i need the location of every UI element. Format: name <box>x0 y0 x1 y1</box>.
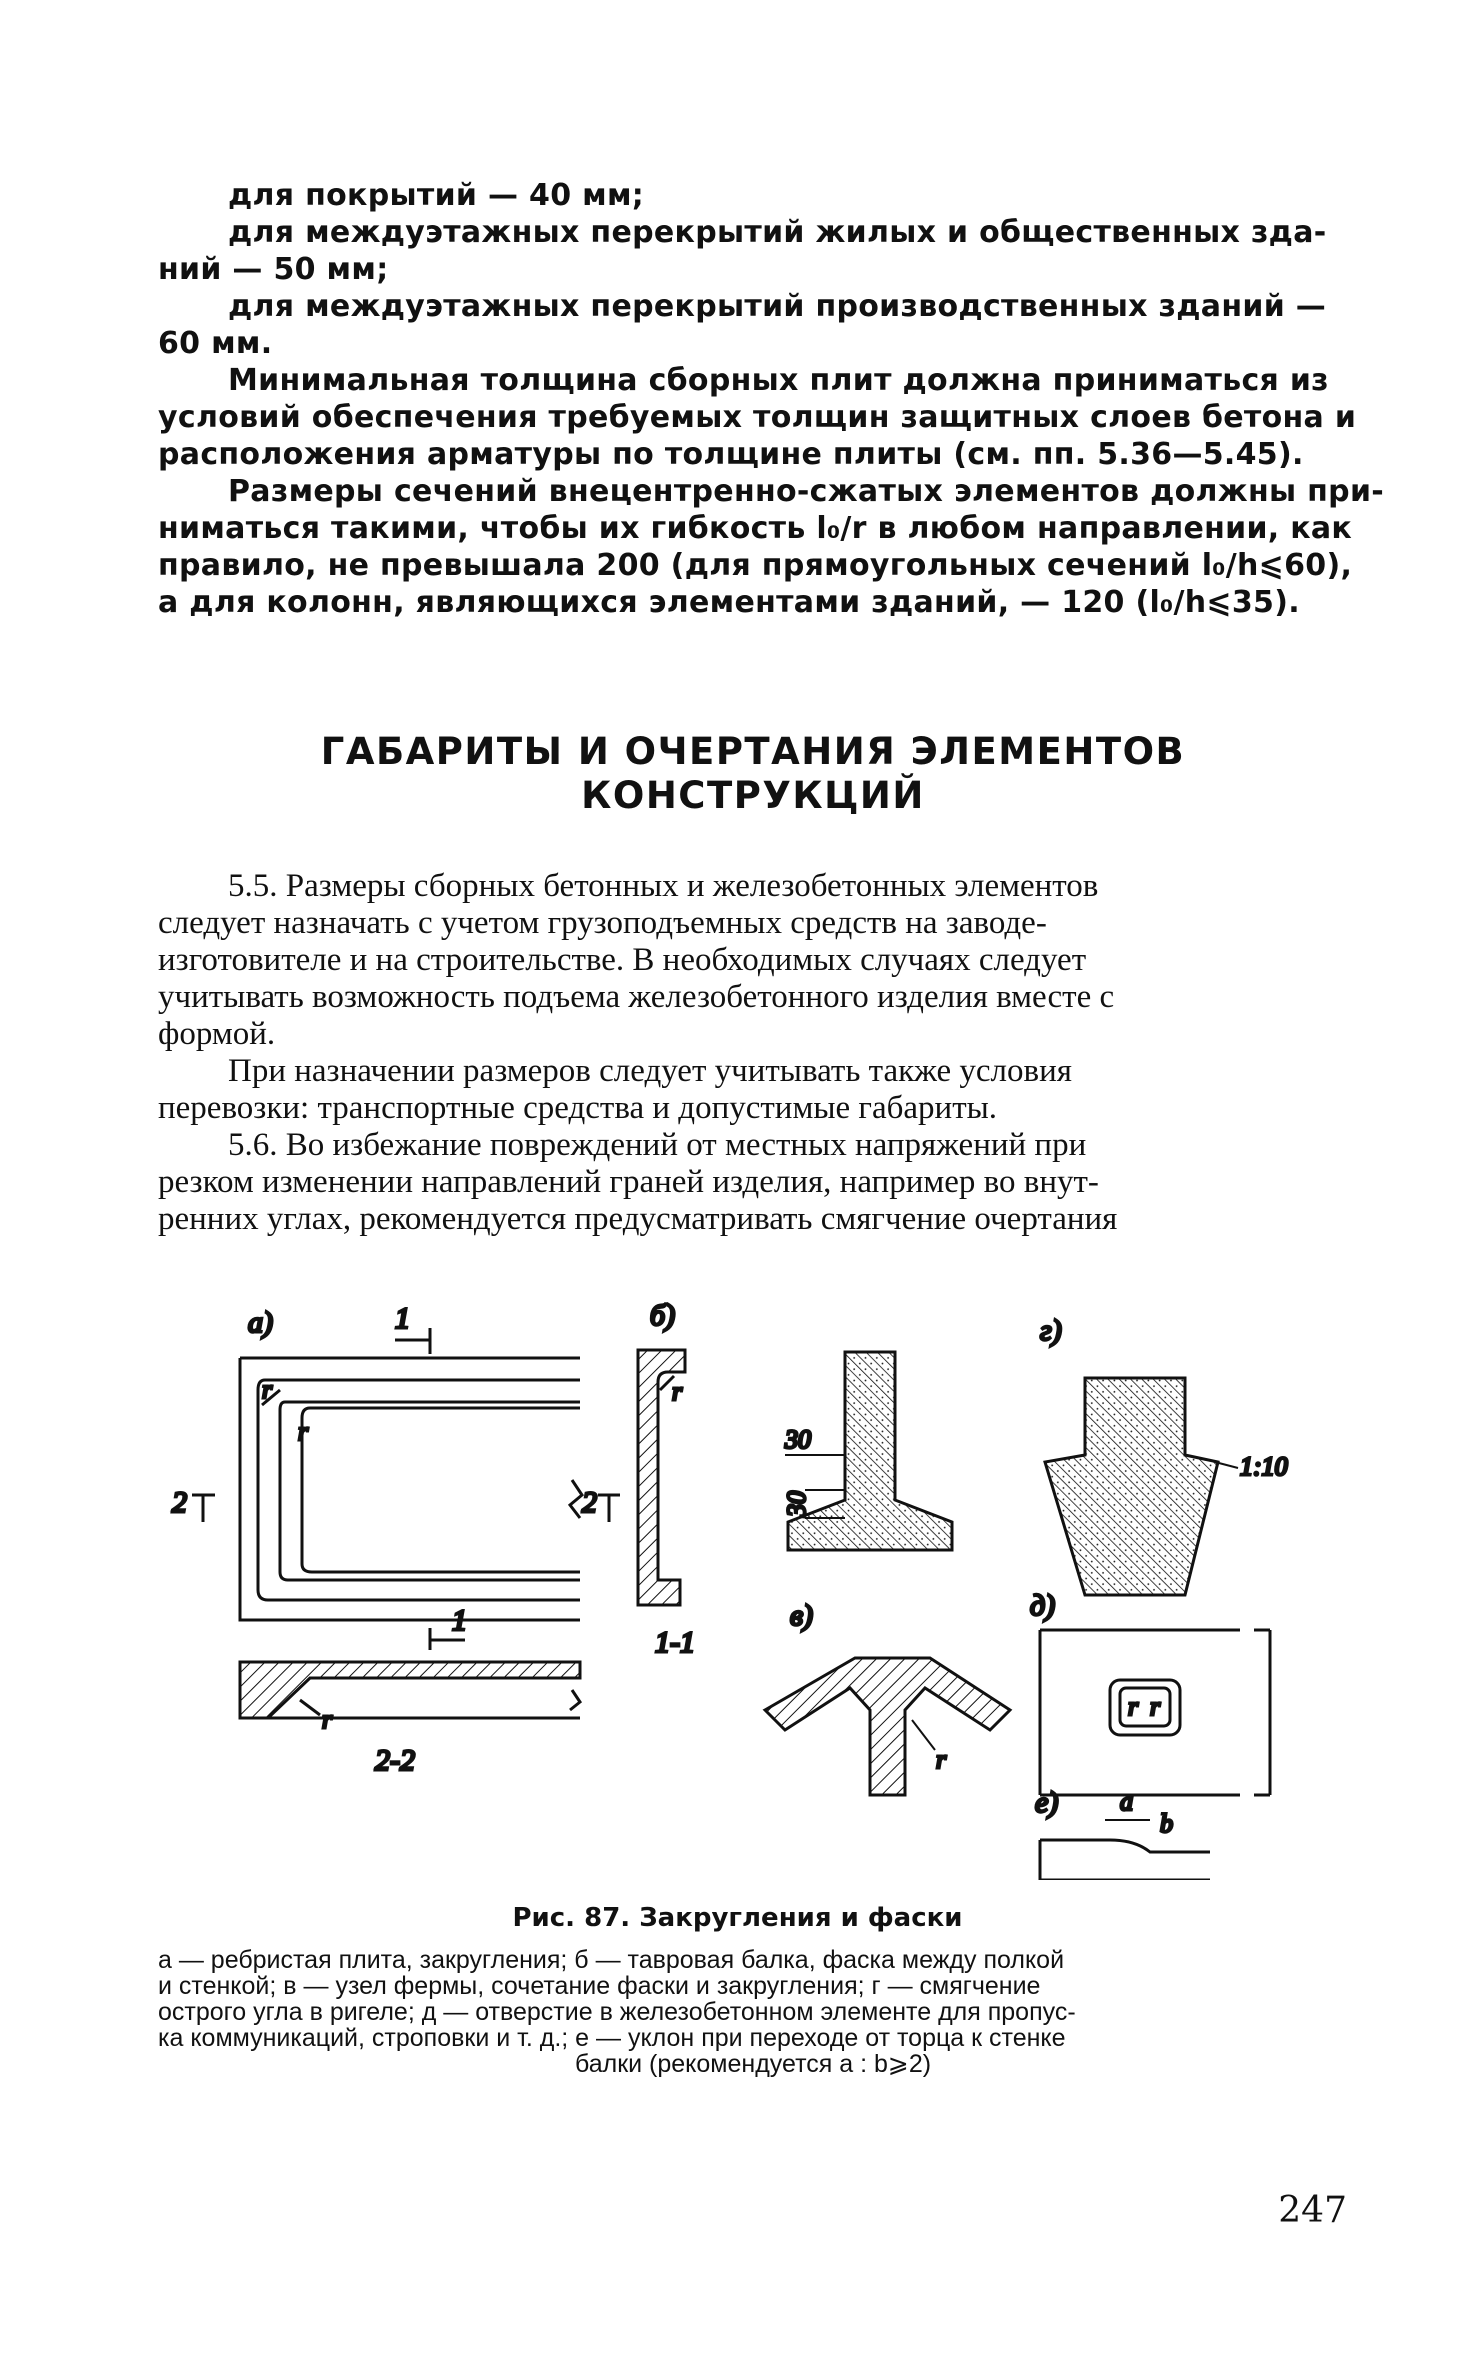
text-line: учитывать возможность подъема железобетонного изделия вместе с <box>158 979 1115 1015</box>
r-label: r <box>1128 1692 1139 1721</box>
diagram-d <box>1030 1589 1270 1795</box>
r-label: r <box>298 1417 309 1446</box>
label-v: в) <box>790 1599 814 1632</box>
text-line: Размеры сечений внецентренно-сжатых элементов должны при- <box>228 474 1385 509</box>
dim-a-label: a <box>1120 1787 1133 1816</box>
label-a: а) <box>248 1306 273 1339</box>
label-one-top: 1 <box>395 1302 410 1335</box>
page-number: 247 <box>1278 2190 1347 2231</box>
text-line: Минимальная толщина сборных плит должна приниматься из <box>228 363 1329 398</box>
text-line: При назначении размеров следует учитывать также условия <box>228 1053 1072 1089</box>
diagram-a <box>172 1302 620 1777</box>
label-e: е) <box>1035 1786 1059 1819</box>
text-line: а для колонн, являющихся элементами зданий, — 120 (l₀/h⩽35). <box>158 585 1300 620</box>
caption-line: и стенкой; в — узел фермы, сочетание фаски и закругления; г — смягчение <box>158 1972 1041 2000</box>
slope-label: 1:10 <box>1240 1452 1288 1481</box>
text-line: условий обеспечения требуемых толщин защитных слоев бетона и <box>158 400 1357 435</box>
caption-line: ка коммуникаций, строповки и т. д.; е — уклон при переходе от торца к стенке <box>158 2024 1066 2052</box>
text-line: для междуэтажных перекрытий жилых и общественных зда- <box>228 215 1327 250</box>
text-line: ренних углах, рекомендуется предусматривать смягчение очертания <box>158 1201 1118 1237</box>
label-b: б) <box>650 1299 676 1332</box>
r-label: r <box>936 1745 947 1774</box>
caption-line: а — ребристая плита, закругления; б — тавровая балка, фаска между полкой <box>158 1946 1065 1974</box>
text-line: 60 мм. <box>158 326 273 361</box>
text-line: перевозки: транспортные средства и допустимые габариты. <box>158 1090 998 1126</box>
text-line: формой. <box>158 1016 276 1052</box>
text-line: резком изменении направлений граней изделия, например во внут- <box>158 1164 1099 1200</box>
figure-87 <box>0 1290 1475 1880</box>
label-one-bottom: 1 <box>452 1604 467 1637</box>
section-paragraphs <box>158 868 1348 1238</box>
text-line: ний — 50 мм; <box>158 252 389 287</box>
label-section-11: 1-1 <box>655 1626 695 1659</box>
r-label: r <box>672 1377 683 1406</box>
text-line: 5.6. Во избежание повреждений от местных напряжений при <box>228 1127 1087 1163</box>
diagram-v <box>765 1599 1010 1795</box>
label-two-left: 2 <box>172 1486 187 1519</box>
label-d: д) <box>1030 1589 1056 1622</box>
text-line: ниматься такими, чтобы их гибкость l₀/r в любом направлении, как <box>158 511 1353 546</box>
text-line: правило, не превышала 200 (для прямоугольных сечений l₀/h⩽60), <box>158 548 1353 583</box>
top-paragraphs <box>158 177 1385 621</box>
caption-line: острого угла в ригеле; д — отверстие в железобетонном элементе для пропус- <box>158 1998 1076 2026</box>
label-section-22: 2-2 <box>375 1744 415 1777</box>
text-line: расположения арматуры по толщине плиты (см. пп. 5.36—5.45). <box>158 437 1304 472</box>
diagram-chamfer-30 <box>782 1352 952 1550</box>
label-two-right: 2 <box>582 1486 597 1519</box>
text-line: следует назначать с учетом грузоподъемных средств на заводе- <box>158 905 1047 941</box>
r-label: r <box>322 1705 333 1734</box>
heading-line: КОНСТРУКЦИЙ <box>581 774 925 817</box>
dim-30-horizontal: 30 <box>785 1425 811 1454</box>
text-line: для междуэтажных перекрытий производственных зданий — <box>228 289 1327 324</box>
caption-line: балки (рекомендуется a : b⩾2) <box>574 2050 932 2078</box>
heading-line: ГАБАРИТЫ И ОЧЕРТАНИЯ ЭЛЕМЕНТОВ <box>320 730 1186 773</box>
diagram-e <box>1035 1786 1210 1880</box>
r-label: r <box>262 1375 273 1404</box>
figure-caption <box>158 1947 1348 2077</box>
diagram-b <box>638 1299 695 1659</box>
label-g: г) <box>1040 1314 1062 1347</box>
figure-title: Рис. 87. Закругления и фаски <box>512 1903 963 1933</box>
diagram-g <box>1040 1314 1288 1595</box>
section-heading <box>158 730 1348 818</box>
dim-b-label: b <box>1160 1809 1173 1838</box>
text-line: изготовителе и на строительстве. В необходимых случаях следует <box>158 942 1087 978</box>
text-line: для покрытий — 40 мм; <box>228 178 645 213</box>
text-line: 5.5. Размеры сборных бетонных и железобетонных элементов <box>228 868 1099 904</box>
r-label: r <box>1150 1692 1161 1721</box>
dim-30-vertical: 30 <box>782 1491 811 1517</box>
